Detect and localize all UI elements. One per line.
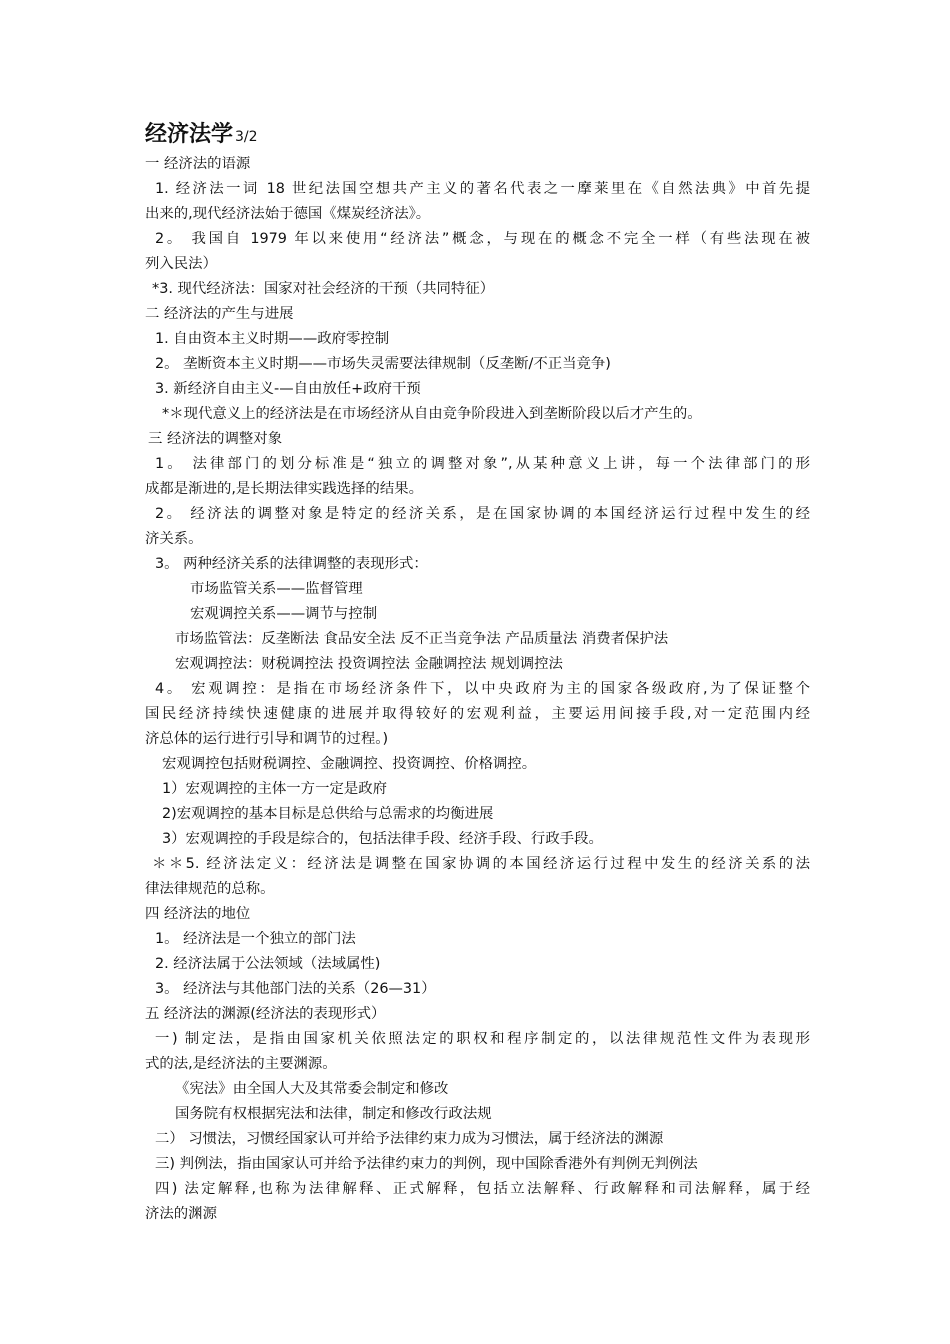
text-line: 3. 新经济自由主义-—自由放任+政府干预	[155, 381, 421, 397]
text-line: ＊＊5. 经济法定义：经济法是调整在国家协调的本国经济运行过程中发生的经济关系的法	[152, 856, 810, 872]
text-line: 四) 法定解释,也称为法律解释、正式解释，包括立法解释、行政解释和司法解释，属于经	[155, 1181, 810, 1197]
text-line: 3。 经济法与其他部门法的关系（26—31）	[155, 981, 436, 997]
text-line: 出来的,现代经济法始于德国《煤炭经济法》。	[145, 206, 431, 222]
text-line: 济总体的运行进行引导和调节的过程。)	[145, 731, 389, 747]
text-line: 五 经济法的渊源(经济法的表现形式）	[145, 1006, 386, 1022]
text-line: 一) 制定法，是指由国家机关依照法定的职权和程序制定的，以法律规范性文件为表现形	[155, 1031, 810, 1047]
text-line: 《宪法》由全国人大及其常委会制定和修改	[175, 1081, 449, 1097]
text-line: 宏观调控法：财税调控法 投资调控法 金融调控法 规划调控法	[175, 656, 563, 672]
text-line: *＊现代意义上的经济法是在市场经济从自由竞争阶段进入到垄断阶段以后才产生的。	[162, 406, 702, 422]
text-line: 三) 判例法，指由国家认可并给予法律约束力的判例，现中国除香港外有判例无判例法	[155, 1156, 698, 1172]
text-line: 1. 自由资本主义时期——政府零控制	[155, 331, 390, 347]
page-indicator: 3/2	[235, 129, 258, 145]
text-line: 3。 两种经济关系的法律调整的表现形式：	[155, 556, 428, 572]
text-line: 济法的渊源	[145, 1206, 217, 1222]
text-line: 宏观调控关系——调节与控制	[190, 606, 378, 622]
text-line: 国民经济持续快速健康的进展并取得较好的宏观利益，主要运用间接手段,对一定范围内经	[145, 706, 810, 722]
text-line: 国务院有权根据宪法和法律，制定和修改行政法规	[175, 1106, 492, 1122]
text-line: 成都是渐进的,是长期法律实践选择的结果。	[145, 481, 423, 497]
text-line: *3. 现代经济法：国家对社会经济的干预（共同特征）	[152, 281, 495, 297]
text-line: 律法律规范的总称。	[145, 881, 275, 897]
title-line	[145, 118, 810, 152]
text-line: 2. 经济法属于公法领域（法域属性)	[155, 956, 381, 972]
text-line: 四 经济法的地位	[145, 906, 251, 922]
text-line: 2。 我国自 1979 年以来使用“经济法”概念，与现在的概念不完全一样（有些法现在被	[155, 231, 810, 247]
text-line: 式的法,是经济法的主要渊源。	[145, 1056, 337, 1072]
text-line: 一 经济法的语源	[145, 156, 251, 172]
text-line: 1. 经济法一词 18 世纪法国空想共产主义的著名代表之一摩莱里在《自然法典》中首先提	[155, 181, 810, 197]
text-line: 2。 经济法的调整对象是特定的经济关系，是在国家协调的本国经济运行过程中发生的经	[155, 506, 810, 522]
text-line: 1。 法律部门的划分标准是“独立的调整对象”,从某种意义上讲，每一个法律部门的形	[155, 456, 810, 472]
text-line: 济关系。	[145, 531, 203, 547]
document-lines	[145, 152, 810, 1227]
text-line: 宏观调控包括财税调控、金融调控、投资调控、价格调控。	[162, 756, 537, 772]
text-line: 三 经济法的调整对象	[148, 431, 283, 447]
document-title: 经济法学	[145, 122, 234, 147]
text-line: 1。 经济法是一个独立的部门法	[155, 931, 356, 947]
text-line: 市场监管关系——监督管理	[190, 581, 363, 597]
text-line: 1）宏观调控的主体一方一定是政府	[162, 781, 388, 797]
text-line: 二） 习惯法，习惯经国家认可并给予法律约束力成为习惯法，属于经济法的渊源	[155, 1131, 664, 1147]
document-body	[145, 118, 810, 1227]
text-line: 2。 垄断资本主义时期——市场失灵需要法律规制（反垄断/不正当竞争)	[155, 356, 611, 372]
text-line: 3）宏观调控的手段是综合的，包括法律手段、经济手段、行政手段。	[162, 831, 603, 847]
text-line: 4。 宏观调控：是指在市场经济条件下，以中央政府为主的国家各级政府,为了保证整个	[155, 681, 810, 697]
text-line: 2)宏观调控的基本目标是总供给与总需求的均衡进展	[162, 806, 494, 822]
text-line: 二 经济法的产生与进展	[145, 306, 294, 322]
text-line: 列入民法）	[145, 256, 217, 272]
text-line: 市场监管法：反垄断法 食品安全法 反不正当竞争法 产品质量法 消费者保护法	[175, 631, 669, 647]
